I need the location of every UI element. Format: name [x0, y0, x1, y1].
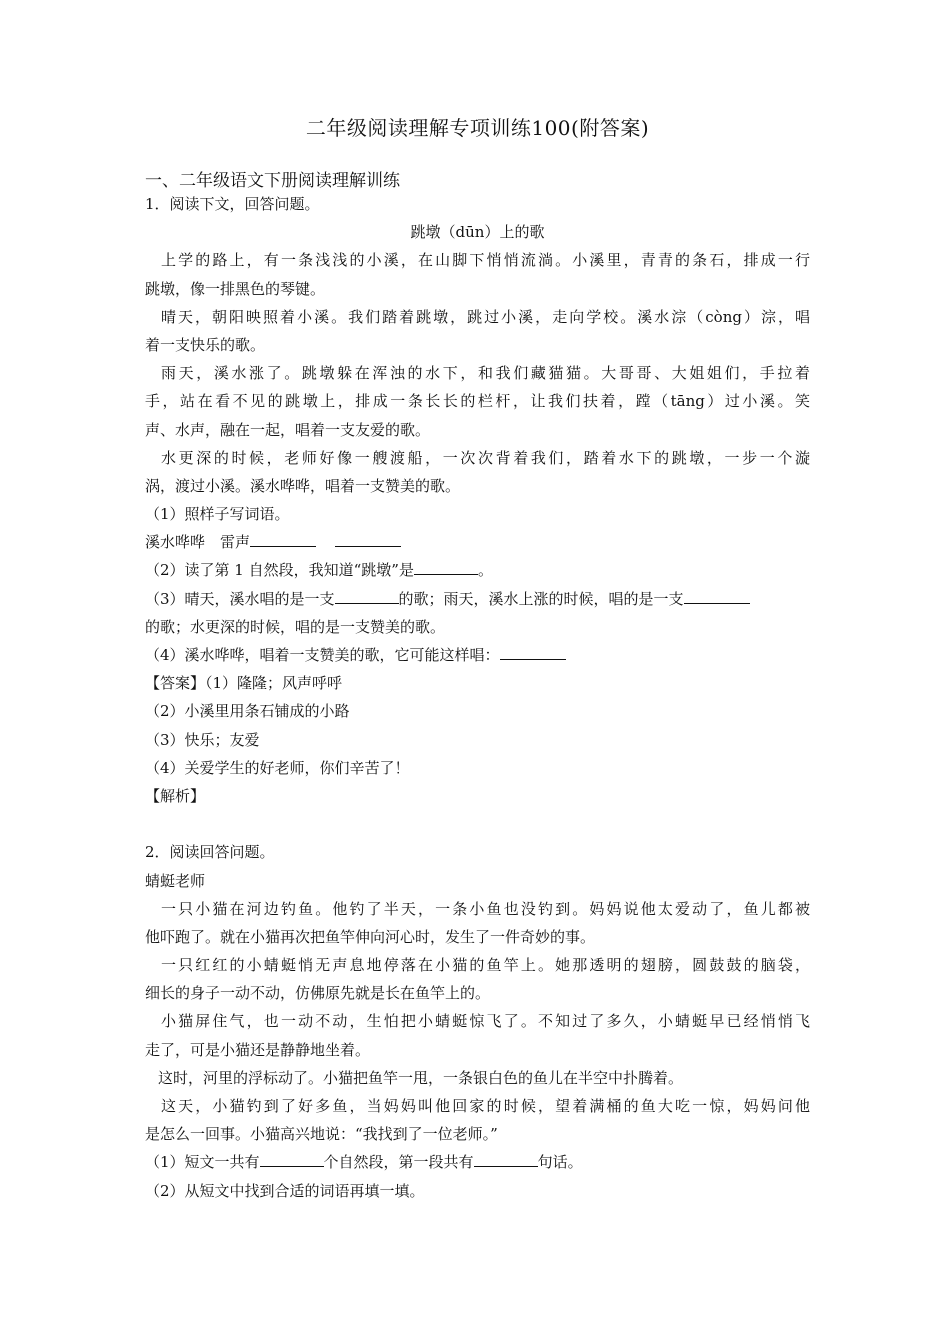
- question-1-header: 1．阅读下文，回答问题。: [145, 195, 320, 213]
- passage-1-paragraph-3-line-3: 声、水声，融在一起，唱着一支友爱的歌。: [145, 420, 431, 439]
- passage-2-paragraph-4: 这时，河里的浮标动了。小猫把鱼竿一甩，一条银白色的鱼儿在半空中扑腾着。: [158, 1068, 684, 1087]
- section-heading: 一、二年级语文下册阅读理解训练: [145, 171, 400, 191]
- passage-1-paragraph-1-line-1: 上学的路上，有一条浅浅的小溪，在山脚下悄悄流淌。小溪里，青青的条石，排成一行: [161, 251, 810, 270]
- passage-2-title: 蜻蜓老师: [145, 871, 206, 890]
- passage-2-paragraph-5-line-2: 是怎么一回事。小猫高兴地说：“我找到了一位老师。”: [145, 1125, 498, 1144]
- answer-blank[interactable]: [414, 558, 478, 575]
- answer-3: （3）快乐；友爱: [145, 730, 260, 749]
- passage-2-paragraph-3-line-2: 走了，可是小猫还是静静地坐着。: [145, 1040, 371, 1059]
- answer-1: （1）隆隆；风声呼呼: [205, 674, 343, 693]
- passage-2-paragraph-1-line-2: 他吓跑了。就在小猫再次把鱼竿伸向河心时，发生了一件奇妙的事。: [145, 927, 596, 946]
- passage-2-paragraph-2-line-2: 细长的身子一动不动，仿佛原先就是长在鱼竿上的。: [145, 984, 491, 1003]
- passage-1-paragraph-3-line-2: 手，站在看不见的跳墩上，排成一条长长的栏杆，让我们扶着，蹚（tāng）过小溪。笑: [145, 392, 810, 411]
- passage-1-paragraph-4-line-2: 涡，渡过小溪。溪水哗哗，唱着一支赞美的歌。: [145, 476, 461, 495]
- passage-1-paragraph-4-line-1: 水更深的时候，老师好像一艘渡船，一次次背着我们，踏着水下的跳墩，一步一个漩: [161, 448, 810, 467]
- q2-sub-1-mid: 个自然段，第一段共有: [323, 1153, 474, 1172]
- q2-sub-1-text: （1）短文一共有: [145, 1153, 260, 1172]
- question-2-sub-1: [145, 1148, 810, 1176]
- sub-2-text: （2）读了第 1 自然段，我知道“跳墩”是: [145, 561, 414, 580]
- question-1-sub-3-line-1: [145, 585, 810, 613]
- answer-2: （2）小溪里用条石铺成的小路: [145, 702, 350, 721]
- answer-label: 【答案】: [145, 674, 206, 693]
- question-1-sub-2: [145, 556, 810, 584]
- question-1-sub-4: [145, 641, 810, 669]
- question-2-header: 2．阅读回答问题。: [145, 843, 275, 862]
- answer-4: （4）关爱学生的好老师，你们辛苦了！: [145, 758, 410, 777]
- passage-1-paragraph-3-line-1: 雨天，溪水涨了。跳墩躲在浑浊的水下，和我们藏猫猫。大哥哥、大姐姐们，手拉着: [161, 364, 810, 383]
- spacer: [145, 810, 810, 838]
- sub-3-text: （3）晴天，溪水唱的是一支: [145, 589, 335, 608]
- document-body: [145, 190, 810, 1205]
- sub-3-text-mid: 的歌；雨天，溪水上涨的时候，唱的是一支: [398, 589, 684, 608]
- answer-blank[interactable]: [250, 530, 316, 547]
- answer-blank[interactable]: [684, 587, 750, 604]
- page-title: 二年级阅读理解专项训练100(附答案): [305, 116, 650, 140]
- answer-blank[interactable]: [260, 1150, 324, 1167]
- passage-2-paragraph-1-line-1: 一只小猫在河边钓鱼。他钓了半天，一条小鱼也没钓到。妈妈说他太爱动了，鱼儿都被: [161, 899, 810, 918]
- passage-1-paragraph-1-line-2: 跳墩，像一排黑色的琴键。: [145, 279, 326, 298]
- example-text: 溪水哗哗 雷声: [145, 533, 251, 552]
- question-2-sub-2: （2）从短文中找到合适的词语再填一填。: [145, 1181, 425, 1200]
- passage-1-paragraph-2-line-1: 晴天，朝阳映照着小溪。我们踏着跳墩，跳过小溪，走向学校。溪水淙（còng）淙，唱: [161, 307, 810, 326]
- question-1-sub-1-example: [145, 528, 810, 556]
- answer-blank[interactable]: [500, 643, 566, 660]
- passage-1-paragraph-2-line-2: 着一支快乐的歌。: [145, 335, 266, 354]
- question-1-sub-3-line-2: 的歌；水更深的时候，唱的是一支赞美的歌。: [145, 617, 446, 636]
- sub-4-text: （4）溪水哗哗，唱着一支赞美的歌，它可能这样唱：: [145, 646, 500, 664]
- question-1-sub-1: （1）照样子写词语。: [145, 505, 290, 524]
- answer-blank[interactable]: [474, 1150, 538, 1167]
- passage-2-paragraph-5-line-1: 这天，小猫钓到了好多鱼，当妈妈叫他回家的时候，望着满桶的鱼大吃一惊，妈妈问他: [161, 1097, 810, 1115]
- passage-2-paragraph-2-line-1: 一只红红的小蜻蜓悄无声息地停落在小猫的鱼竿上。她那透明的翅膀，圆鼓鼓的脑袋，: [161, 956, 810, 975]
- answer-blank[interactable]: [335, 530, 401, 547]
- sub-2-end: 。: [477, 561, 493, 580]
- answer-block-label: [145, 669, 810, 697]
- passage-1-title: 跳墩（dūn）上的歌: [410, 223, 545, 242]
- analysis-label: 【解析】: [145, 786, 206, 805]
- answer-blank[interactable]: [335, 587, 399, 604]
- passage-2-paragraph-3-line-1: 小猫屏住气，也一动不动，生怕把小蜻蜓惊飞了。不知过了多久，小蜻蜓早已经悄悄飞: [161, 1012, 810, 1031]
- q2-sub-1-end: 句话。: [537, 1153, 583, 1172]
